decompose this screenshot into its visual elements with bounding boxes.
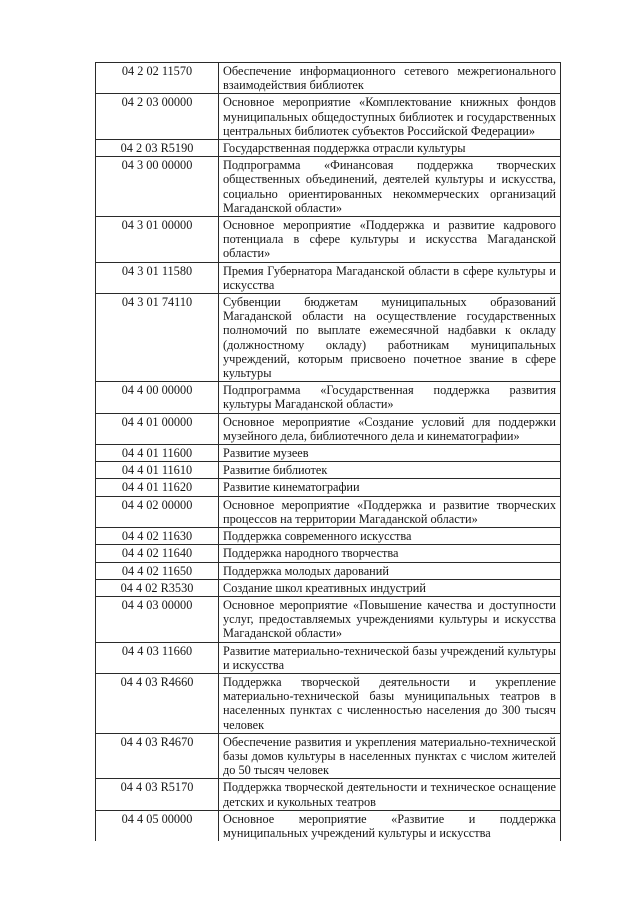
row-code: 04 2 02 11570 bbox=[96, 63, 219, 94]
row-code: 04 2 03 R5190 bbox=[96, 140, 219, 157]
row-code: 04 4 01 11600 bbox=[96, 445, 219, 462]
table-row bbox=[96, 528, 561, 545]
table-row bbox=[96, 63, 561, 94]
row-code: 04 4 02 11650 bbox=[96, 562, 219, 579]
row-code: 04 3 00 00000 bbox=[96, 157, 219, 217]
row-name: Основное мероприятие «Поддержка и развитие кадрового потенциала в сфере культуры и искусства Магаданской области» bbox=[219, 217, 561, 263]
row-code: 04 4 03 11660 bbox=[96, 642, 219, 673]
row-name: Поддержка народного творчества bbox=[219, 545, 561, 562]
row-code: 04 4 03 R4670 bbox=[96, 733, 219, 779]
table-row bbox=[96, 94, 561, 140]
row-name: Основное мероприятие «Повышение качества и доступности услуг, предоставляемых учреждениями культуры и искусства Магаданской области» bbox=[219, 596, 561, 642]
table-row bbox=[96, 779, 561, 810]
row-name: Развитие материально-технической базы учреждений культуры и искусства bbox=[219, 642, 561, 673]
row-name: Субвенции бюджетам муниципальных образований Магаданской области на осуществление государственных полномочий по выплате ежемесячной надбавки к окладу (должностному окладу) работникам муниципальных учреждений, которым присвоено почетное звание в сфере культуры bbox=[219, 294, 561, 382]
row-code: 04 4 03 00000 bbox=[96, 596, 219, 642]
row-name: Подпрограмма «Государственная поддержка развития культуры Магаданской области» bbox=[219, 382, 561, 413]
row-name: Создание школ креативных индустрий bbox=[219, 579, 561, 596]
table-row bbox=[96, 479, 561, 496]
row-name: Основное мероприятие «Поддержка и развитие творческих процессов на территории Магаданской области» bbox=[219, 496, 561, 527]
row-name: Развитие музеев bbox=[219, 445, 561, 462]
table-row bbox=[96, 579, 561, 596]
row-name: Поддержка современного искусства bbox=[219, 528, 561, 545]
row-name: Поддержка молодых дарований bbox=[219, 562, 561, 579]
row-code: 04 4 01 11610 bbox=[96, 462, 219, 479]
row-code: 04 3 01 00000 bbox=[96, 217, 219, 263]
row-code: 04 4 02 00000 bbox=[96, 496, 219, 527]
row-name: Обеспечение развития и укрепления материально-технической базы домов культуры в населенных пунктах с числом жителей до 50 тысяч человек bbox=[219, 733, 561, 779]
table-row bbox=[96, 596, 561, 642]
row-code: 04 4 03 R4660 bbox=[96, 673, 219, 733]
row-code: 04 4 02 11640 bbox=[96, 545, 219, 562]
table-row bbox=[96, 462, 561, 479]
table-row bbox=[96, 262, 561, 293]
table-row bbox=[96, 642, 561, 673]
row-code: 04 4 01 11620 bbox=[96, 479, 219, 496]
row-name: Премия Губернатора Магаданской области в сфере культуры и искусства bbox=[219, 262, 561, 293]
row-code: 04 4 03 R5170 bbox=[96, 779, 219, 810]
row-code: 04 3 01 74110 bbox=[96, 294, 219, 382]
row-name: Основное мероприятие «Комплектование книжных фондов муниципальных общедоступных библиотек и государственных центральных библиотек субъектов Российской Федерации» bbox=[219, 94, 561, 140]
table-row bbox=[96, 810, 561, 841]
row-name: Основное мероприятие «Создание условий для поддержки музейного дела, библиотечного дела и кинематографии» bbox=[219, 413, 561, 444]
table-row bbox=[96, 496, 561, 527]
row-name: Обеспечение информационного сетевого межрегионального взаимодействия библиотек bbox=[219, 63, 561, 94]
table-row bbox=[96, 733, 561, 779]
table-row bbox=[96, 562, 561, 579]
table-row bbox=[96, 545, 561, 562]
row-name: Развитие библиотек bbox=[219, 462, 561, 479]
row-name: Основное мероприятие «Развитие и поддержка муниципальных учреждений культуры и искусства bbox=[219, 810, 561, 841]
row-code: 04 2 03 00000 bbox=[96, 94, 219, 140]
row-code: 04 3 01 11580 bbox=[96, 262, 219, 293]
row-name: Поддержка творческой деятельности и укрепление материально-технической базы муниципальных театров в населенных пунктах с численностью населения до 300 тысяч человек bbox=[219, 673, 561, 733]
row-code: 04 4 01 00000 bbox=[96, 413, 219, 444]
row-code: 04 4 05 00000 bbox=[96, 810, 219, 841]
budget-classification-table bbox=[95, 62, 561, 841]
row-name: Государственная поддержка отрасли культуры bbox=[219, 140, 561, 157]
table-row bbox=[96, 157, 561, 217]
row-name: Развитие кинематографии bbox=[219, 479, 561, 496]
row-code: 04 4 02 11630 bbox=[96, 528, 219, 545]
table-row bbox=[96, 217, 561, 263]
table-row bbox=[96, 294, 561, 382]
table-row bbox=[96, 673, 561, 733]
row-code: 04 4 02 R3530 bbox=[96, 579, 219, 596]
row-name: Поддержка творческой деятельности и техническое оснащение детских и кукольных театров bbox=[219, 779, 561, 810]
table-row bbox=[96, 140, 561, 157]
table-row bbox=[96, 382, 561, 413]
table-row bbox=[96, 445, 561, 462]
row-code: 04 4 00 00000 bbox=[96, 382, 219, 413]
row-name: Подпрограмма «Финансовая поддержка творческих общественных объединений, деятелей культуры и искусства, социально ориентированных некоммерческих организаций Магаданской области» bbox=[219, 157, 561, 217]
table-row bbox=[96, 413, 561, 444]
